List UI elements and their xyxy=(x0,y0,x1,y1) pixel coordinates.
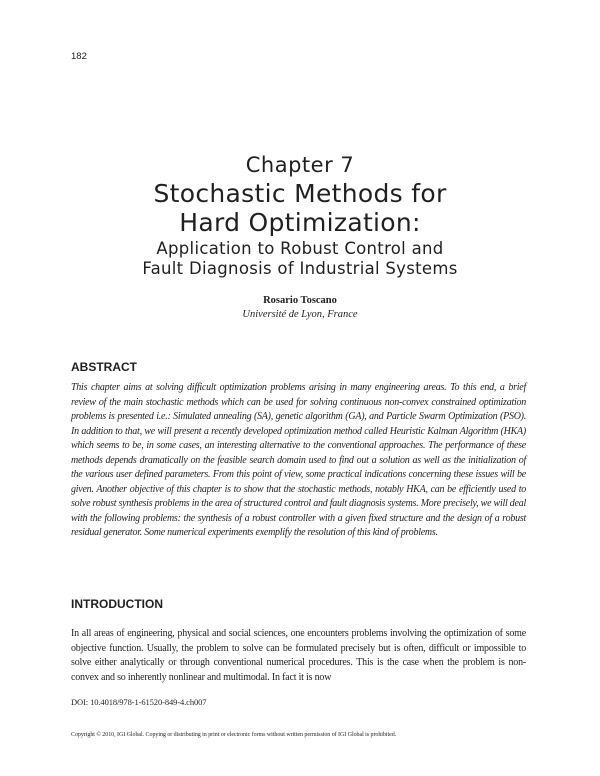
chapter-title-line-2: Hard Optimization: xyxy=(179,208,421,237)
chapter-title xyxy=(0,179,600,237)
abstract-body: This chapter aims at solving difficult optimization problems arising in many engineering areas. To this end, a brief review of the main stochastic methods which can be used for solving continuous non-convex constrained optimization problems is presented i.e.: Simulated annealing (SA), genetic algorithm (GA), and Particle Swarm Optimization (PSO). In addition to that, we will present a recently developed optimization method called Heuristic Kalman Algorithm (HKA) which seems to be, in some cases, an interesting alternative to the conventional approaches. The performance of these methods depends dramatically on the feasible search domain used to find out a solution as well as the initialization of the various user defined parameters. From this point of view, some practical indications concerning these issues will be given. Another objective of this chapter is to show that the stochastic methods, notably HKA, can be efficiently used to solve robust synthesis problems in the area of structured control and fault diagnosis systems. More precisely, we will deal with the following problems: the synthesis of a robust controller with a given fixed structure and the design of a robust residual generator. Some numerical experiments exemplify the resolution of this kind of problems. xyxy=(71,382,526,539)
copyright-notice: Copyright © 2010, IGI Global. Copying or distributing in print or electronic forms without written permission of IGI Global is prohibited. xyxy=(71,732,397,738)
chapter-title-line-1: Stochastic Methods for xyxy=(153,179,447,208)
chapter-subtitle-line-2: Fault Diagnosis of Industrial Systems xyxy=(142,259,458,278)
chapter-subtitle xyxy=(0,239,600,279)
chapter-subtitle-line-1: Application to Robust Control and xyxy=(156,239,444,258)
page-number: 182 xyxy=(71,51,87,62)
author-name: Rosario Toscano xyxy=(263,295,337,306)
doi: DOI: 10.4018/978-1-61520-849-4.ch007 xyxy=(71,697,207,707)
author-affiliation: Université de Lyon, France xyxy=(242,309,358,320)
introduction-body: In all areas of engineering, physical and social sciences, one encounters problems involving the optimization of some objective function. Usually, the problem to solve can be formulated precisely but is often, difficult or impossible to solve either analytically or through conventional numerical procedures. This is the case when the problem is non-convex and so inherently nonlinear and multimodal. In fact it is now xyxy=(71,628,526,683)
chapter-label: Chapter 7 xyxy=(245,153,355,177)
introduction-heading: INTRODUCTION xyxy=(71,597,163,611)
abstract-heading: ABSTRACT xyxy=(71,360,137,374)
